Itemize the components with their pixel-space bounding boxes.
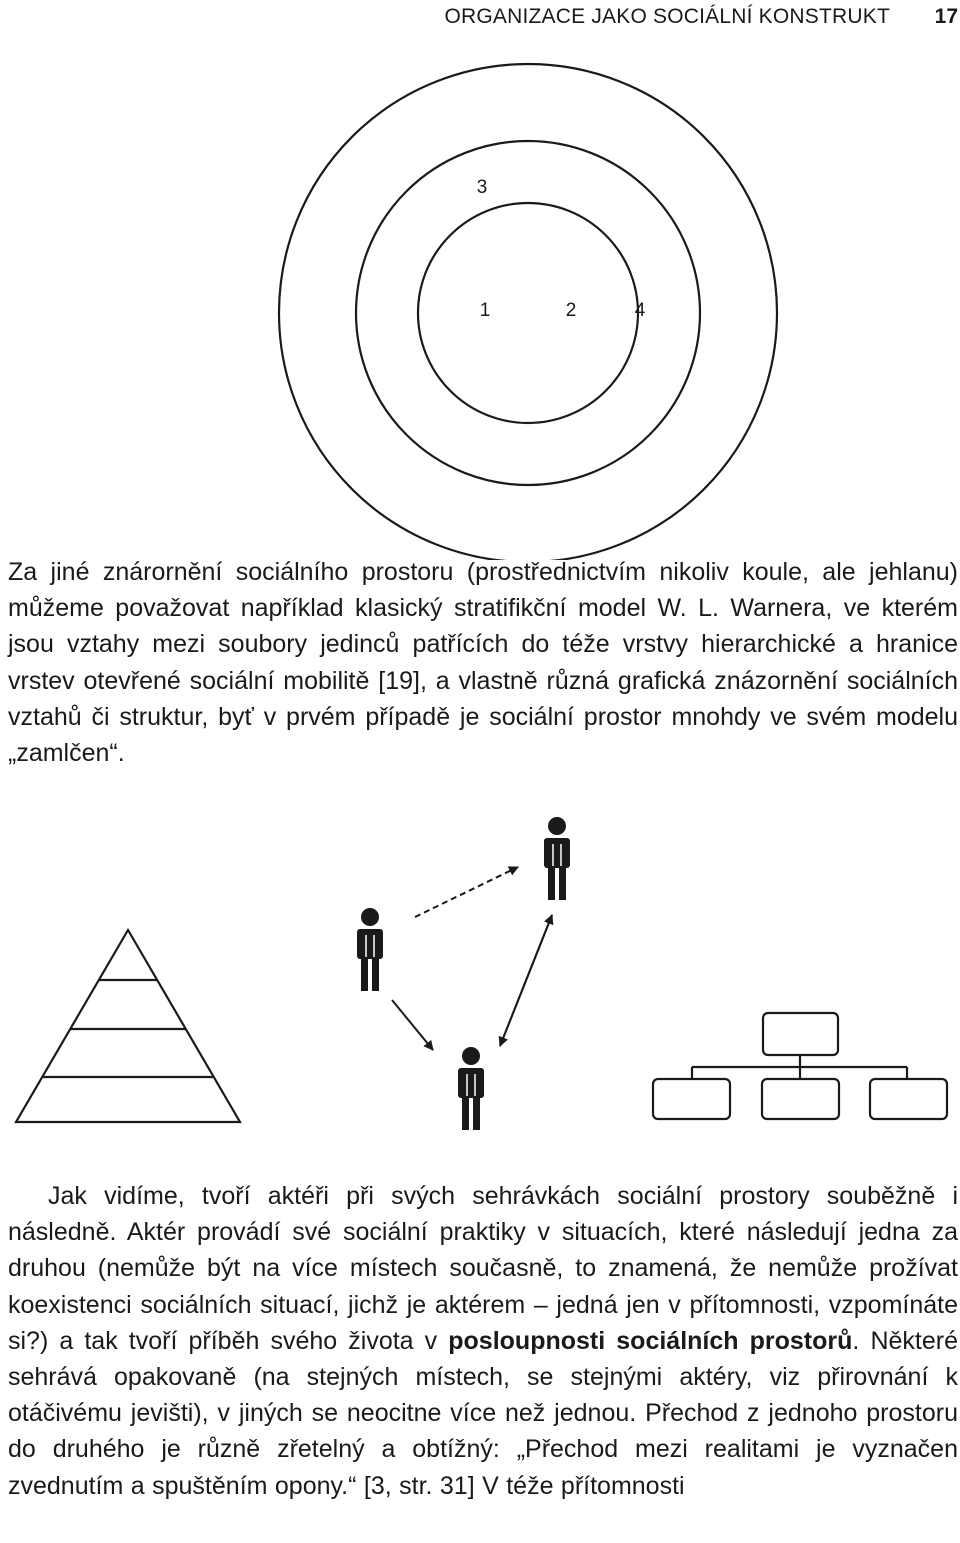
- paragraph-2-text: Jak vidíme, tvoří aktéři při svých sehrávkách sociální prostory souběžně i následně. Aktér provádí své sociální praktiky v situacích, které následují jedna za druhou (nemůže být na více místech současně, to znamená, že nemůže prožívat koexistenci sociálních situací, jichž je aktérem – jedná jen v přítomnosti, vzpomínáte si?) a tak tvoří příběh svého života v: [8, 1182, 958, 1355]
- running-header: [0, 5, 960, 35]
- person-icon: [357, 908, 383, 991]
- paragraph-1: Za jiné znárornění sociálního prostoru (prostřednictvím nikoliv koule, ale jehlanu) můžeme považovat například klasický stratifikční model W. L. Warnera, ve kterém jsou vztahy mezi soubory jedinců patřících do téže vrstvy hierarchické a hranice vrstev otevřené sociální mobilitě [19], a vlastně různá grafická znázornění sociálních vztahů či struktur, byť v prvém případě je sociální prostor mnohdy ve svém modelu „zamlčen“.: [8, 558, 958, 768]
- person-icon: [458, 1047, 484, 1130]
- person-icon: [544, 817, 570, 900]
- circle-label-4: 4: [634, 300, 646, 321]
- arrow: [500, 915, 552, 1046]
- header-title: ORGANIZACE JAKO SOCIÁLNÍ KONSTRUKT: [444, 5, 890, 28]
- paragraph-2: [8, 1178, 958, 1504]
- circle-label-1: 1: [479, 300, 491, 321]
- middle-circle: [356, 141, 700, 485]
- emphasis-term: posloupnosti sociálních prostorů: [448, 1326, 853, 1355]
- circle-label-3: 3: [476, 177, 488, 198]
- actors-network: [357, 817, 570, 1130]
- org-chart: [653, 1013, 947, 1119]
- stratification-pyramid: [16, 930, 240, 1122]
- concentric-circles-figure: [0, 40, 960, 560]
- arrow: [392, 1000, 433, 1050]
- dashed-arrow: [415, 867, 518, 917]
- inner-circle: [418, 203, 638, 423]
- social-structures-figure: [0, 800, 960, 1130]
- circle-label-2: 2: [565, 300, 577, 321]
- paragraph-2-continuation: . Některé sehrává opakovaně (na stejných místech, se stejnými aktéry, viz přirovnání k otáčivému jevišti), v jiných se neocitne více než jednou. Přechod z jednoho prostoru do druhého je různě zřetelný a obtížný: „Přechod mezi realitami je vyznačen zvednutím a spuštěním opony.“ [3, str. 31] V téže přítomnosti: [8, 1326, 958, 1500]
- page-number: 17: [934, 5, 958, 28]
